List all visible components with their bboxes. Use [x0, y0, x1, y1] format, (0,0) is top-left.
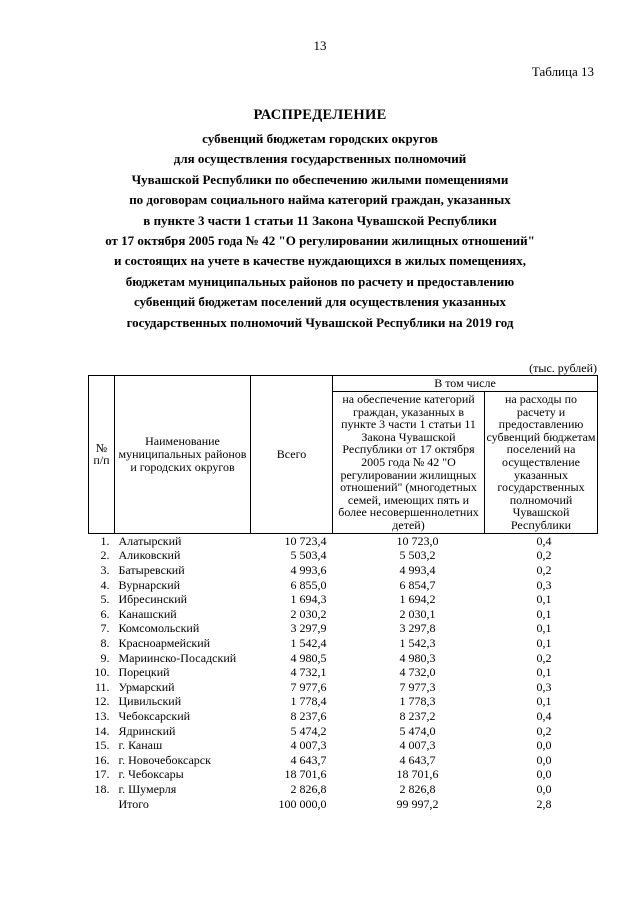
row-col1: 5 474,0 [399, 723, 436, 738]
row-total: 6 855,0 [290, 577, 327, 592]
row-col1: 1 542,3 [399, 635, 436, 650]
row-name: Красноармейский [118, 635, 211, 650]
row-col2: 0,0 [536, 767, 552, 782]
row-number: 7. [100, 621, 110, 636]
row-col2: 0,0 [536, 738, 552, 753]
row-name: Канашский [118, 606, 177, 621]
total-row [89, 796, 598, 811]
title-line: в пункте 3 части 1 статьи 11 Закона Чувашской Республики [143, 212, 497, 228]
row-col2: 0,3 [536, 679, 552, 694]
title-line: субвенций бюджетам поселений для осуществления указанных [134, 294, 506, 310]
row-number: 14. [94, 723, 110, 738]
row-col1: 4 980,3 [399, 650, 436, 665]
row-col1: 3 297,8 [399, 621, 436, 636]
table-row [89, 752, 598, 767]
table-body [89, 533, 598, 811]
table-row [89, 767, 598, 782]
row-total: 1 778,4 [290, 694, 327, 709]
row-name: Итого [118, 796, 149, 811]
title-line: Чувашской Республики по обеспечению жилыми помещениями [131, 171, 509, 187]
row-number: 3. [100, 563, 110, 578]
row-name: Порецкий [118, 665, 170, 680]
row-total: 5 503,4 [290, 548, 327, 563]
row-col2: 0,1 [536, 621, 552, 636]
row-name: Цивильский [118, 694, 182, 709]
document-title [40, 105, 600, 333]
row-col2: 0,2 [536, 723, 552, 738]
row-col1: 2 826,8 [399, 781, 436, 796]
row-name: г. Канаш [118, 738, 163, 753]
row-number: 12. [94, 694, 110, 709]
row-col1: 10 723,0 [396, 533, 439, 548]
row-col2: 0,1 [536, 665, 552, 680]
row-col2: 0,1 [536, 694, 552, 709]
row-col2: 0,0 [536, 752, 552, 767]
subvention-table [88, 375, 598, 811]
title-subtitle [40, 129, 600, 333]
row-col2: 0,3 [536, 577, 552, 592]
row-col1: 4 993,4 [399, 563, 436, 578]
row-number: 16. [94, 752, 110, 767]
row-col2: 0,2 [536, 548, 552, 563]
row-number: 15. [94, 738, 110, 753]
row-number: 8. [100, 635, 110, 650]
page-number: 13 [313, 38, 327, 53]
header-col1: на обеспечение категорий граждан, указанных в пункте 3 части 1 статьи 11 Закона Чувашской Республики от 17 октября 2005 года № 42 "О регулировании жилищных отношений" (многодетных семей, имеющих пять и более несовершеннолетних детей) [333, 392, 485, 534]
units-label: (тыс. рублей) [529, 361, 597, 375]
row-total: 7 977,6 [290, 679, 327, 694]
title-line: государственных полномочий Чувашской Республики на 2019 год [126, 314, 514, 330]
table-label: Таблица 13 [531, 64, 594, 79]
row-name: Алатырский [118, 533, 182, 548]
row-total: 8 237,6 [290, 708, 327, 723]
row-col1: 6 854,7 [399, 577, 436, 592]
header-num: № п/п [89, 376, 115, 534]
row-total: 100 000,0 [278, 796, 327, 811]
row-col2: 0,1 [536, 592, 552, 607]
row-name: Вурнарский [118, 577, 181, 592]
row-number: 2. [100, 548, 110, 563]
row-total: 18 701,6 [284, 767, 327, 782]
row-total: 2 826,8 [290, 781, 327, 796]
row-col2: 0,1 [536, 635, 552, 650]
row-col1: 8 237,2 [399, 708, 436, 723]
row-col2: 0,4 [536, 708, 552, 723]
row-number [89, 796, 115, 811]
table-row [89, 548, 598, 563]
row-name: Комсомольский [118, 621, 200, 636]
table-row [89, 723, 598, 738]
header-name: Наименование муниципальных районов и городских округов [115, 376, 251, 534]
table-row [89, 621, 598, 636]
row-col2: 0,0 [536, 781, 552, 796]
row-col1: 5 503,2 [399, 548, 436, 563]
row-col2: 0,4 [536, 533, 552, 548]
row-number: 11. [94, 679, 110, 694]
row-total: 4 643,7 [290, 752, 327, 767]
row-total: 4 980,5 [290, 650, 327, 665]
title-line: для осуществления государственных полномочий [173, 151, 467, 167]
row-name: г. Шумерля [118, 781, 177, 796]
row-total: 1 542,4 [290, 635, 327, 650]
table-row [89, 650, 598, 665]
row-total: 3 297,9 [290, 621, 327, 636]
row-total: 4 007,3 [290, 738, 327, 753]
row-name: Урмарский [118, 679, 175, 694]
row-total: 4 993,6 [290, 563, 327, 578]
row-col1: 4 007,3 [399, 738, 436, 753]
table-row [89, 636, 598, 651]
row-number: 1. [100, 533, 110, 548]
table-row [89, 694, 598, 709]
header-total: Всего [251, 376, 333, 534]
row-number: 9. [100, 650, 110, 665]
title-heading: РАСПРЕДЕЛЕНИЕ [253, 107, 387, 123]
header-col2: на расходы по расчету и предоставлению субвенций бюджетам поселений на осуществление указанных государственных полномочий Чувашской Республики [486, 392, 596, 532]
title-line: бюджетам муниципальных районов по расчету и предоставлению [125, 273, 515, 289]
row-name: г. Новочебоксарск [118, 752, 211, 767]
row-total: 2 030,2 [290, 606, 327, 621]
row-col1: 7 977,3 [399, 679, 436, 694]
title-line: субвенций бюджетам городских округов [202, 131, 438, 146]
row-col1: 4 643,7 [399, 752, 436, 767]
row-name: г. Чебоксары [118, 767, 184, 782]
table-row [89, 607, 598, 622]
row-col1: 1 694,2 [399, 592, 436, 607]
row-name: Аликовский [118, 548, 181, 563]
row-number: 5. [100, 592, 110, 607]
row-total: 5 474,2 [290, 723, 327, 738]
table-row [89, 533, 598, 548]
row-total: 1 694,3 [290, 592, 327, 607]
title-line: по договорам социального найма категорий граждан, указанных [129, 192, 511, 208]
row-number: 10. [94, 665, 110, 680]
row-number: 6. [100, 606, 110, 621]
table-row [89, 709, 598, 724]
row-col2: 0,2 [536, 650, 552, 665]
header-including: В том числе [333, 376, 598, 392]
row-col2: 0,1 [536, 606, 552, 621]
table-row [89, 738, 598, 753]
row-total: 4 732,1 [290, 665, 327, 680]
table-row [89, 679, 598, 694]
title-line: от 17 октября 2005 года № 42 "О регулировании жилищных отношений" [105, 233, 535, 249]
row-col1: 18 701,6 [396, 767, 439, 782]
row-name: Батыревский [118, 563, 185, 578]
row-col2: 2,8 [536, 796, 552, 811]
table-row [89, 563, 598, 578]
table-row [89, 577, 598, 592]
title-line: и состоящих на учете в качестве нуждающихся в жилых помещениях, [114, 253, 526, 269]
row-number: 17. [94, 767, 110, 782]
row-number: 18. [94, 781, 110, 796]
row-number: 4. [100, 577, 110, 592]
row-total: 10 723,4 [284, 533, 327, 548]
table-row [89, 592, 598, 607]
row-name: Ибресинский [118, 592, 188, 607]
row-col1: 4 732,0 [399, 665, 436, 680]
row-col1: 99 997,2 [396, 796, 439, 811]
row-name: Чебоксарский [118, 708, 191, 723]
row-number: 13. [94, 708, 110, 723]
row-name: Мариинско-Посадский [118, 650, 237, 665]
row-name: Ядринский [118, 723, 176, 738]
row-col1: 1 778,3 [399, 694, 436, 709]
row-col1: 2 030,1 [399, 606, 436, 621]
table-row [89, 782, 598, 797]
table-row [89, 665, 598, 680]
row-col2: 0,2 [536, 563, 552, 578]
